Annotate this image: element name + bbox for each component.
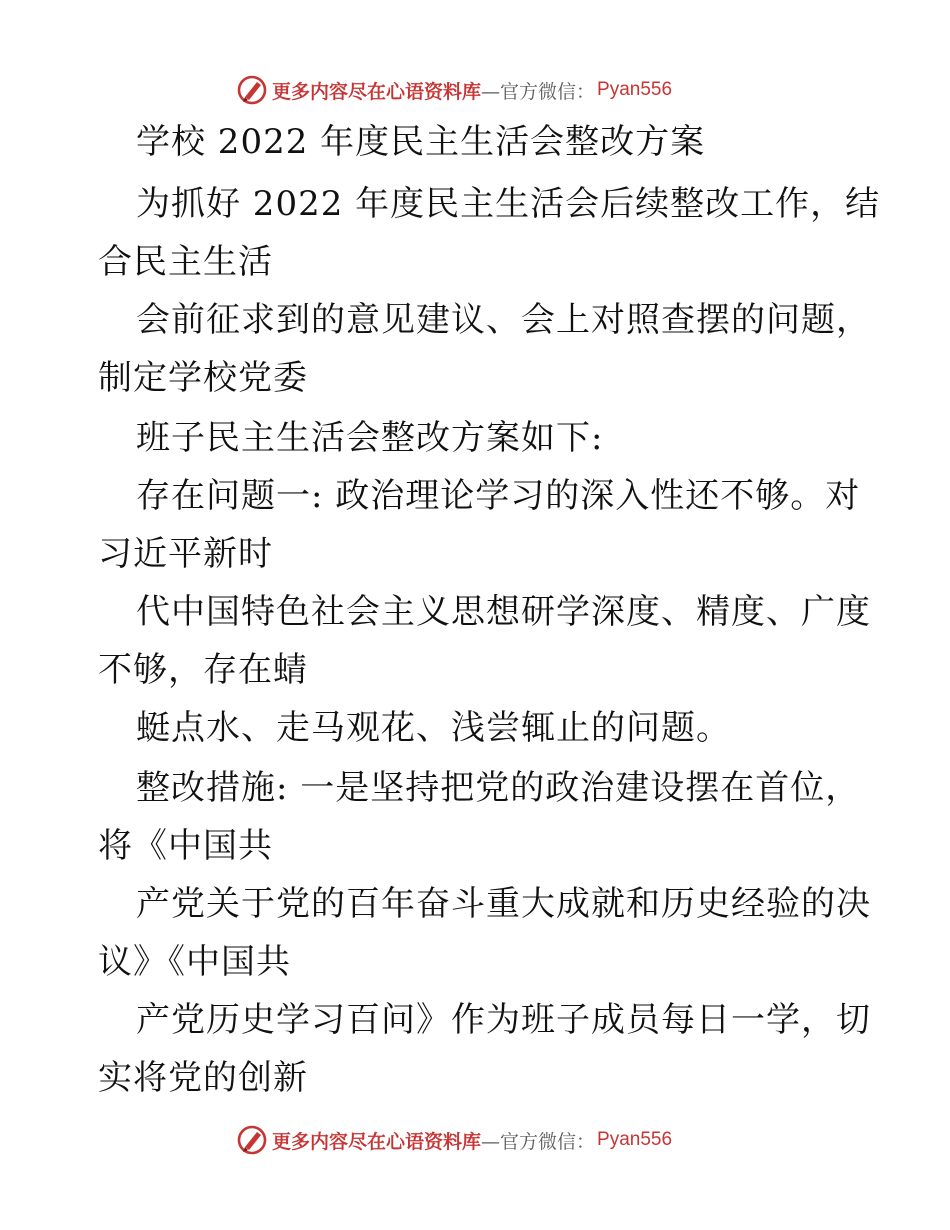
document-title: 学校 2022 年度民主生活会整改方案 <box>136 122 706 162</box>
paragraph-line: 会前征求到的意见建议、会上对照查摆的问题， <box>136 300 871 340</box>
footer-watermark <box>236 1123 672 1157</box>
paragraph-line: 存在问题一: 政治理论学习的深入性还不够。对 <box>136 476 861 516</box>
pen-logo-icon <box>236 1124 268 1156</box>
paragraph-line: 不够，存在蜻 <box>98 650 308 690</box>
paragraph-line: 整改措施: 一是坚持把党的政治建设摆在首位， <box>136 768 861 808</box>
paragraph-line: 产党历史学习百问》作为班子成员每日一学，切 <box>136 1000 871 1040</box>
watermark-separator: —官方微信： <box>481 80 596 103</box>
paragraph-line: 习近平新时 <box>98 534 273 574</box>
pen-logo-icon <box>236 74 268 106</box>
header-watermark <box>236 73 672 107</box>
paragraph-line: 将《中国共 <box>98 826 273 866</box>
watermark-wechat-id: Pyan556 <box>597 1129 673 1150</box>
paragraph-line: 班子民主生活会整改方案如下: <box>136 418 604 458</box>
paragraph-line: 实将党的创新 <box>98 1058 308 1098</box>
paragraph-line: 代中国特色社会主义思想研学深度、精度、广度 <box>136 592 871 632</box>
paragraph-line: 为抓好 2022 年度民主生活会后续整改工作，结 <box>136 184 881 224</box>
paragraph-line: 制定学校党委 <box>98 358 308 398</box>
watermark-wechat-id: Pyan556 <box>597 79 673 100</box>
watermark-text: 更多内容尽在心语资料库 <box>272 1130 482 1153</box>
paragraph-line: 蜓点水、走马观花、浅尝辄止的问题。 <box>136 708 731 748</box>
paragraph-line: 产党关于党的百年奋斗重大成就和历史经验的决 <box>136 884 871 924</box>
paragraph-line: 议》《中国共 <box>98 942 291 982</box>
watermark-text: 更多内容尽在心语资料库 <box>272 80 482 103</box>
watermark-separator: —官方微信： <box>481 1130 596 1153</box>
paragraph-line: 合民主生活 <box>98 242 273 282</box>
